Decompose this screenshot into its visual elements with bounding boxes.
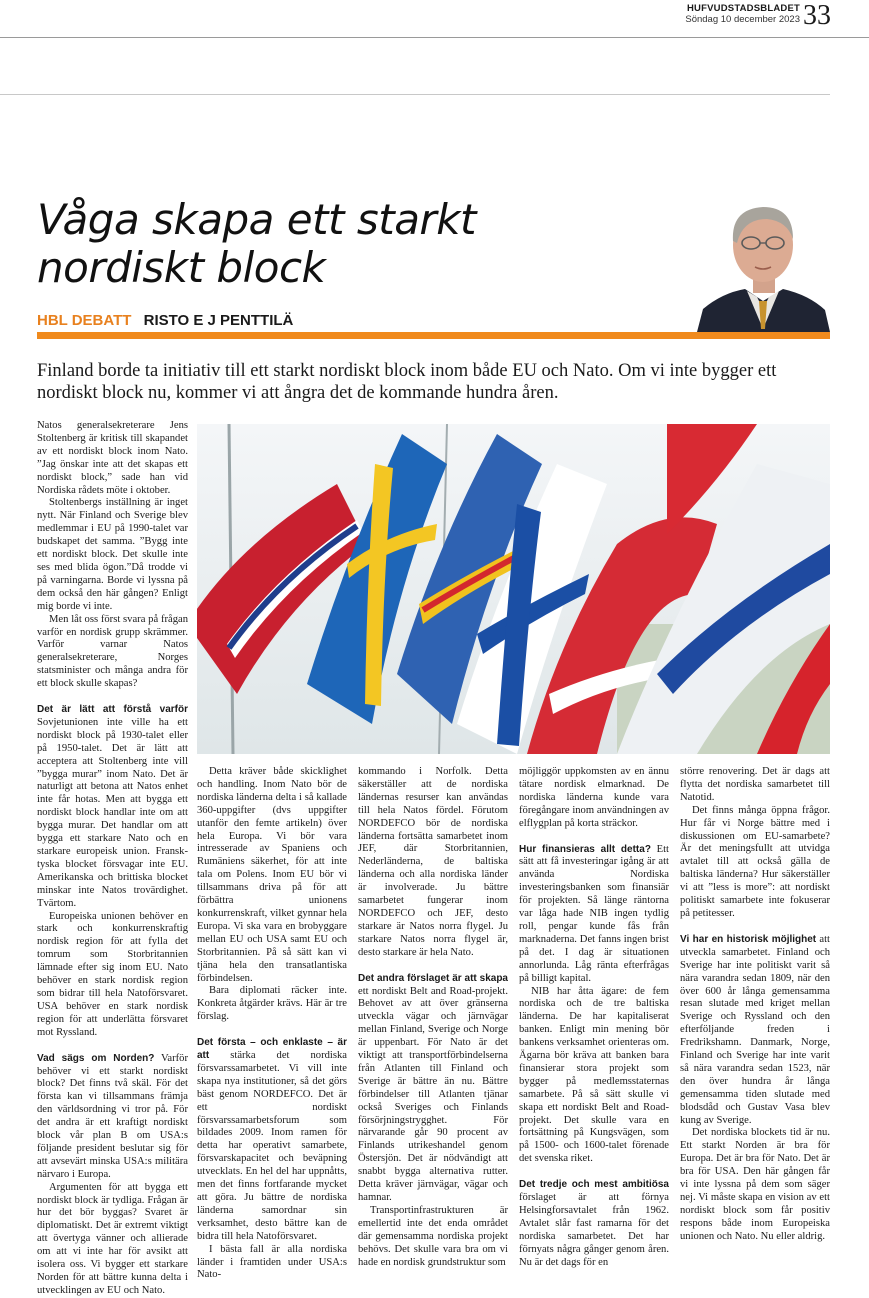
paper-name: HUFVUDSTADSBLADET xyxy=(687,3,800,14)
subhead: Vad sägs om Norden? xyxy=(37,1052,155,1064)
subhead: Det tredje och mest ambitiösa xyxy=(519,1179,669,1191)
paragraph: Men låt oss först svara på frågan varför en nordisk grupp skrämmer. Varför varnar Natos generalsekreterare, Norges statsminister och många andra för ett block skulle skapas? xyxy=(37,613,188,690)
paragraph-text: att utveckla samarbetet. Finland och Sverige har inte politiskt varit så nära varandra sedan 1809, när den över 600 år långa gemensamma resan slutade med kriget mellan Sverige och Ryssland och den efterföljande freden i Fredrikshamn. Danmark, Norge, Finland och Sverige har inte varit så nära varandra sedan 1523, när den över hundra år långa gemensamma tiden slutade med blodsdåd och Gustav Vasa blev kung av Sverige. xyxy=(680,933,830,1126)
paragraph: Bara diplomati räcker inte. Konkreta åtgärder krävs. Här är tre förslag. xyxy=(197,985,347,1023)
author-name: RISTO E J PENTTILÄ xyxy=(143,312,294,329)
paragraph: Argumenten för att bygga ett nordiskt block är tydliga. Frågan är hur det bör byggas? Svaret är diplomatiskt. Det är extremt viktigt att övertyga vänner och allierade om att vi inte har för avsikt att isolera oss. Vi bygger ett starkare Norden för att bättre kunna delta i utvecklingen av EU och Nato. xyxy=(37,1181,188,1296)
column-4 xyxy=(519,766,669,1270)
paragraph xyxy=(37,704,188,911)
headline-line-2: nordiskt block xyxy=(37,243,326,292)
paragraph-text: Ett sätt att få investeringar igång är att använda Nordiska investeringsbanken som finansiär för projekten. Så länge räntorna var låga hade NIB ingen tydlig roll, pengar kunde fås från marknaderna. Det fanns ingen brist på det. I dag är situationen annorlunda. Låg ränta efterfrågas på billigt kapital. xyxy=(519,843,669,984)
paragraph-text: Sovjetunionen inte ville ha ett nordiskt block på 1930-talet eller på 1950-talet. Det är lätt att acceptera att Stoltenberg inte vill ”bygga murar” inom Nato. Det är naturligt att betona att Natos enhet inte får hotas. Men att bygga ett nordiskt block handlar inte om att bygga murar. Det handlar om att bygga ett starkare Nato och en starkare europeisk union. Fransk-tyska blocket försvagar inte EU. Amerikanska och brittiska blocket minskar inte Natos trovärdighet. Tvärtom. xyxy=(37,716,188,909)
column-2 xyxy=(197,766,347,1282)
paragraph-text: ett nordiskt Belt and Road-projekt. Behovet av att över gränserna utveckla vägar och järnvägar mellan Finland, Sverige och Norge är uppenbart. För Nato är det viktigt att transportförbindelserna från Atlanten till Finland och Sverige är bättre än nu. Bättre förbindelser till Atlanten tjänar också Sveriges och Finlands försörjningstrygghet. För närvarande går 90 procent av Finlands utrikeshandel genom Östersjön. Det är nödvändigt att snabbt bygga alternativa rutter. Detta kräver järnvägar, vägar och hamnar. xyxy=(358,985,508,1203)
paragraph: större renovering. Det är dags att flytta det nordiska samarbetet till Natotid. xyxy=(680,766,830,803)
paragraph: Europeiska unionen behöver en stark och konkurrenskraftig nordisk region för att fylla det tomrum som Storbritannien lämnade efter sig inom EU. Nato behöver en stark nordisk region som bidrar till hela Natoförsvaret. USA behöver en stark nordisk region för att underlätta försvaret mot Ryssland. xyxy=(37,910,188,1038)
accent-bar xyxy=(37,332,830,339)
paragraph xyxy=(519,844,669,986)
paragraph-text: Varför behöver vi ett starkt nordiskt block? Det finns två skäl. För det första kan vi tillsammans främja den världsordning vi tror på. För det andra är ett kraftigt nordiskt block vår plan B om USA:s följande president beslutar sig för att avsevärt minska USA:s militära närvaro i Europa. xyxy=(37,1052,189,1180)
author-portrait xyxy=(697,197,830,332)
paragraph xyxy=(680,934,830,1128)
author-portrait-icon xyxy=(697,197,830,332)
issue-date: Söndag 10 december 2023 xyxy=(685,14,800,25)
subhead: Hur finansieras allt detta? xyxy=(519,843,651,855)
paragraph: Transportinfrastrukturen är emellertid inte det enda området där gemensamma nordiska projekt behövs. Det skulle vara bra om vi hade en nordisk grundstruktur som xyxy=(358,1204,508,1268)
paragraph xyxy=(358,973,508,1205)
section-label: HBL DEBATT xyxy=(37,312,132,329)
paragraph: kommando i Norfolk. Detta säkerställer att de nordiska ländernas resurser kan användas till hela Natos fördel. Förutom NORDEFCO bör de nordiska länderna fortsätta samarbetet inom JEF, där Storbritannien, Nederländerna, de baltiska länderna och alla nordiska länder är involverade. Ju bättre samarbetet fungerar inom NORDEFCO och JEF, desto starkare är Natos norra flygel. Ju starkare Natos norra flygel är, desto starkare är hela Nato. xyxy=(358,766,508,958)
paragraph: Natos generalsekreterare Jens Stoltenberg är kritisk till skapandet av ett nordiskt block inom Nato. ”Jag önskar inte att det skapas ett nordiskt block,” sade han vid Nordiska rådets möte i oktober. xyxy=(37,420,188,496)
subhead: Det första – och enklaste – är att xyxy=(197,1037,347,1062)
column-1 xyxy=(37,420,188,1298)
paragraph: Det finns många öppna frågor. Hur får vi Norge bättre med i diskussionen om EU-samarbete? Är det meningsfullt att utvidga avtalet till att också gälla de baltiska länderna? Hur säkerställer vi att ”less is more”: att nordiskt politiskt samarbete inte fokuserar på petitesser. xyxy=(680,804,830,919)
subhead: Det andra förslaget är att skapa xyxy=(358,972,508,984)
column-3 xyxy=(358,766,508,1269)
subhead: Vi har en historisk möjlighet xyxy=(680,933,817,945)
paragraph: Stoltenbergs inställning är inget nytt. När Finland och Sverige blev medlemmar i EU på 1990-talet var budskapet det samma. ”Bygg inte ett nordiskt block. Det skulle inte ses med blida ögon.”Då trodde vi på varningarna. Borde vi lyssna på dem också den här gången? Enligt mig borde vi inte. xyxy=(37,497,188,612)
subhead: Det är lätt att förstå varför xyxy=(37,704,188,716)
flags-photo xyxy=(197,424,830,754)
lead-paragraph: Finland borde ta initiativ till ett starkt nordiskt block inom både EU och Nato. Om vi inte bygger ett nordiskt block nu, kommer vi att ångra det de kommande hundra åren. xyxy=(37,361,777,403)
byline xyxy=(37,312,293,329)
column-5 xyxy=(680,766,830,1244)
paragraph: möjliggör uppkomsten av en ännu tätare nordisk elmarknad. De nordiska länderna kunde vara föregångare inom användningen av elflygplan på korta sträckor. xyxy=(519,766,669,829)
paragraph: Det nordiska blockets tid är nu. Ett starkt Norden är bra för Europa. Det är bra för Nato. Det är bra för USA. Den här gången får vi inte lyssna på dem som säger nej. Vi måste skapa en vision av ett nordiskt block som får positiv respons både inom Europeiska unionen och Nato. Nu eller aldrig. xyxy=(680,1127,830,1242)
paragraph-text: stärka det nordiska försvarssamarbetet. Vi vill inte skapa nya institutioner, så det görs bäst genom NORDEFCO. Det är ett nordiskt försvarssamarbetsforum som bildades 2009. Inom ramen för detta har operativt samarbete, försvarskapacitet och beväpning utvecklats. En hel del har uppnåtts, men det finns fortfarande mycket att göra. Ju bättre de nordiska länderna samordnar sin verksamhet, desto bättre kan de bidra till hela Natoförsvaret. xyxy=(197,1050,347,1242)
page-number: 33 xyxy=(803,0,831,31)
paragraph: NIB har åtta ägare: de fem nordiska och de tre baltiska länderna. De har kapitaliserat banken. Enligt min mening bör bankens verksamhet orienteras om. Ägarna bör kräva att banken bara finansierar stora projekt som bygger på medlemsstaternas samarbete. På så sätt skulle vi skapa ett nordiskt Belt and Road-projekt. Det skulle vara en fortsättning på Kungsvägen, som på 1500- och 1600-talet förenade det svenska riket. xyxy=(519,985,669,1165)
headline xyxy=(37,196,677,292)
paragraph xyxy=(197,1037,347,1244)
paragraph: Detta kräver både skicklighet och handling. Inom Nato bör de nordiska länderna delta i så kallade 360-uppgifter (dvs uppgifter utanför den femte artikeln) över hela Europa. Vi bör vara intresserade av Spaniens och Rumäniens säkerhet, för att inte tala om Polens. Inom EU bör vi tillsammans driva på för att förbättra unionens konkurrenskraft, vilket gynnar hela Europa. Vi ska vara en brobyggare mellan EU och USA samt EU och Storbritannien. På så sätt kan vi tjäna hela den transatlantiska förbindelsen. xyxy=(197,766,347,984)
paragraph: I bästa fall är alla nordiska länder i framtiden under USA:s Nato- xyxy=(197,1243,347,1281)
paragraph-text: förslaget är att förnya Helsingforsavtalet från 1962. Avtalet slår fast ramarna för det nordiska samarbetet. Det har förnyats några gånger genom åren. Nu är det dags för en xyxy=(519,1192,669,1268)
nordic-flags-photo-icon xyxy=(197,424,830,754)
paragraph xyxy=(519,1179,669,1269)
headline-line-1: Våga skapa ett starkt xyxy=(37,195,476,244)
top-divider xyxy=(0,37,869,38)
paragraph xyxy=(37,1053,188,1182)
header-divider xyxy=(0,94,830,95)
